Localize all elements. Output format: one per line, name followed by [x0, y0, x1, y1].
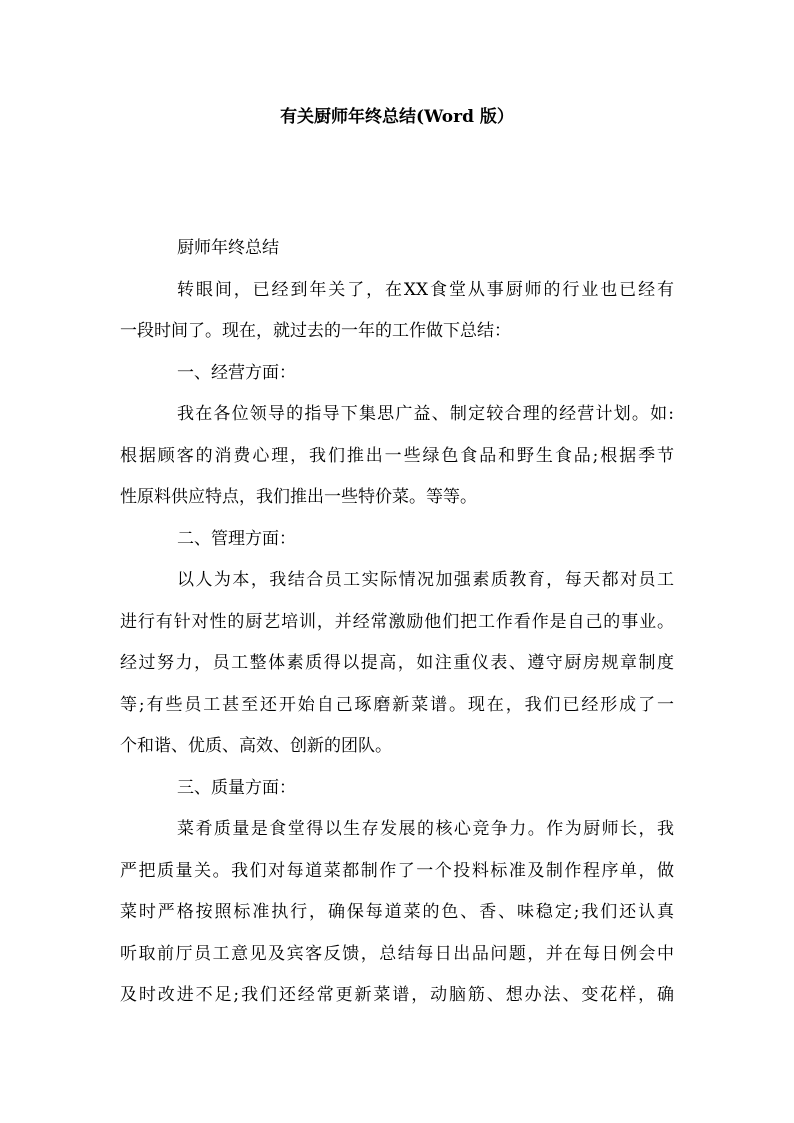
section-heading: 三、质量方面：: [177, 777, 296, 798]
paragraph-line: 以人为本，我结合员工实际情况加强素质教育，每天都对员工: [177, 570, 674, 590]
paragraph-line: 等;有些员工甚至还开始自己琢磨新菜谱。现在，我们已经形成了一: [120, 694, 674, 715]
paragraph-line: 严把质量关。我们对每道菜都制作了一个投料标准及制作程序单，做: [120, 860, 674, 881]
paragraph-line: 我在各位领导的指导下集思广益、制定较合理的经营计划。如:: [177, 404, 674, 424]
section-heading: 厨师年终总结: [177, 238, 279, 258]
paragraph-line: 一段时间了。现在，就过去的一年的工作做下总结：: [120, 321, 511, 341]
document-title: 有关厨师年终总结(Word 版）: [280, 107, 514, 127]
document-body: [120, 228, 674, 1017]
paragraph-line: 经过努力，员工整体素质得以提高，如注重仪表、遵守厨房规章制度: [120, 653, 674, 673]
section-heading: 二、管理方面：: [177, 528, 296, 549]
paragraph-line: 转眼间，已经到年关了，在XX食堂从事厨师的行业也已经有: [177, 279, 674, 300]
paragraph-line: 性原料供应特点，我们推出一些特价菜。等等。: [120, 487, 477, 507]
paragraph-line: 菜肴质量是食堂得以生存发展的核心竞争力。作为厨师长，我: [177, 819, 674, 839]
paragraph-line: 及时改进不足;我们还经常更新菜谱，动脑筋、想办法、变花样，确: [120, 985, 674, 1005]
paragraph-line: 根据顾客的消费心理，我们推出一些绿色食品和野生食品;根据季节: [120, 445, 674, 466]
paragraph-line: 个和谐、优质、高效、创新的团队。: [120, 736, 392, 756]
paragraph-line: 进行有针对性的厨艺培训，并经常激励他们把工作看作是自己的事业。: [120, 611, 674, 632]
paragraph-line: 菜时严格按照标准执行，确保每道菜的色、香、味稳定;我们还认真: [120, 902, 674, 922]
paragraph-line: 听取前厅员工意见及宾客反馈，总结每日出品问题，并在每日例会中: [120, 943, 674, 964]
section-heading: 一、经营方面：: [177, 362, 296, 383]
